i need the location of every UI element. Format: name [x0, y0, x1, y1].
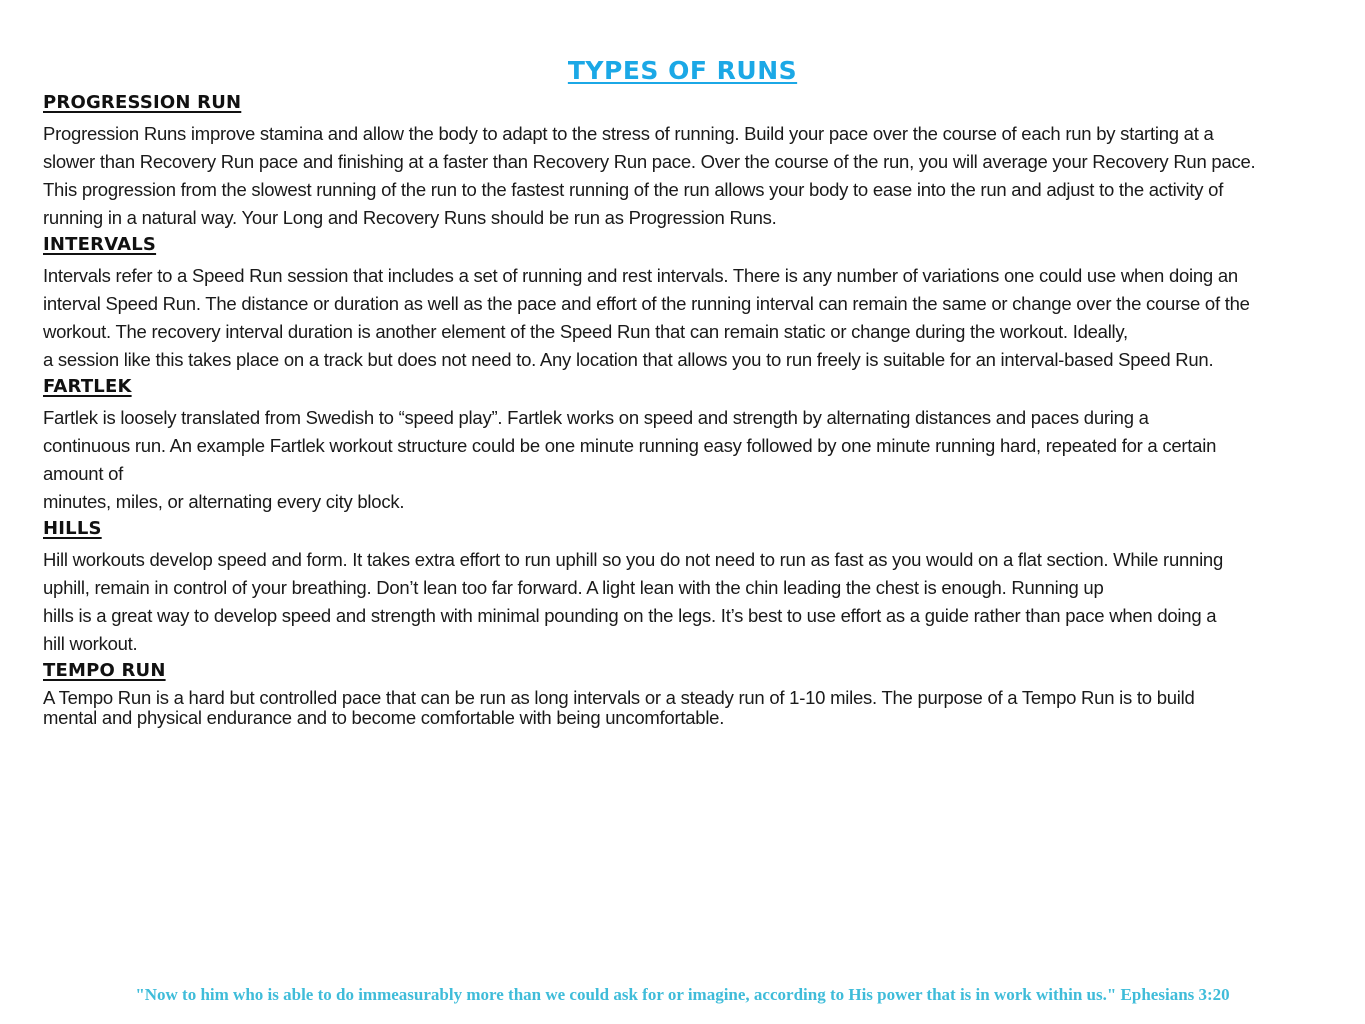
body-line: hills is a great way to develop speed and strength with minimal pounding on the legs. It’s best to use effort as a guide rather than pace when doing a: [43, 605, 1217, 626]
body-line: This progression from the slowest running of the run to the fastest running of the run allows your body to ease into the run and adjust to the activity of: [43, 179, 1224, 200]
body-line: uphill, remain in control of your breathing. Don’t lean too far forward. A light lean with the chin leading the chest is enough. Running up: [43, 577, 1104, 598]
body-line: minutes, miles, or alternating every city block.: [43, 491, 405, 512]
body-line: interval Speed Run. The distance or duration as well as the pace and effort of the running interval can remain the same or change over the course of the: [43, 293, 1250, 314]
section-heading: HILLS: [43, 518, 102, 539]
body-line: a session like this takes place on a track but does not need to. Any location that allows you to run freely is suitable for an interval-based Speed Run.: [43, 349, 1214, 370]
body-line: Hill workouts develop speed and form. It takes extra effort to run uphill so you do not need to run as fast as you would on a flat section. While running: [43, 549, 1224, 570]
body-line: slower than Recovery Run pace and finishing at a faster than Recovery Run pace. Over the course of the run, you will average your Recovery Run pace.: [43, 151, 1256, 172]
body-line: amount of: [43, 463, 124, 484]
body-line: running in a natural way. Your Long and Recovery Runs should be run as Progression Runs.: [43, 207, 777, 228]
body-line: Fartlek is loosely translated from Swedish to “speed play”. Fartlek works on speed and strength by alternating distances and paces during a: [43, 407, 1149, 428]
section-body: [43, 120, 1328, 232]
body-line: hill workout.: [43, 633, 138, 654]
section-body: [43, 404, 1328, 516]
section-tempo-run: [43, 658, 1328, 728]
section-fartlek: [43, 374, 1328, 516]
section-heading: TEMPO RUN: [43, 660, 166, 681]
body-line: Progression Runs improve stamina and allow the body to adapt to the stress of running. Build your pace over the course of each run by starting at a: [43, 123, 1214, 144]
section-heading: FARTLEK: [43, 376, 132, 397]
footer-quote: "Now to him who is able to do immeasurably more than we could ask for or imagine, according to His power that is in work within us." Ephesians 3:20: [135, 985, 1230, 1004]
section-heading: INTERVALS: [43, 234, 157, 255]
section-body: [43, 262, 1328, 374]
section-hills: [43, 516, 1328, 658]
section-intervals: [43, 232, 1328, 374]
section-body: [43, 688, 1328, 728]
section-heading: PROGRESSION RUN: [43, 92, 242, 113]
body-line: workout. The recovery interval duration is another element of the Speed Run that can remain static or change during the workout. Ideally,: [43, 321, 1128, 342]
section-progression-run: [43, 90, 1328, 232]
page-title: TYPES OF RUNS: [567, 56, 798, 85]
section-body: [43, 546, 1328, 658]
document-body: [43, 90, 1328, 728]
body-line: A Tempo Run is a hard but controlled pace that can be run as long intervals or a steady run of 1-10 miles. The purpose of a Tempo Run is to build: [43, 687, 1195, 708]
body-line: Intervals refer to a Speed Run session that includes a set of running and rest intervals. There is any number of variations one could use when doing an: [43, 265, 1238, 286]
body-line: mental and physical endurance and to become comfortable with being uncomfortable.: [43, 707, 725, 728]
body-line: continuous run. An example Fartlek workout structure could be one minute running easy followed by one minute running hard, repeated for a certain: [43, 435, 1217, 456]
